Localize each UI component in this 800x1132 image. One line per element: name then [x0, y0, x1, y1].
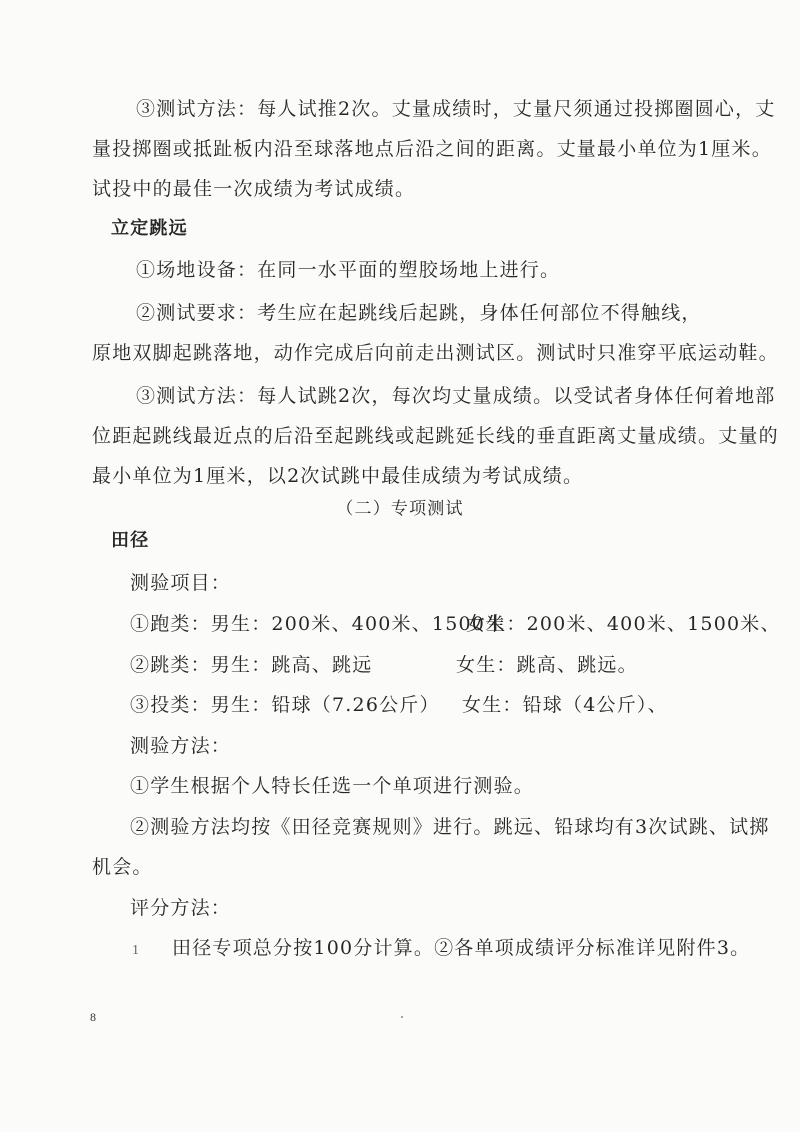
paragraph-line: 机会。: [92, 856, 153, 878]
paragraph-line: 原地双脚起跳落地，动作完成后向前走出测试区。测试时只准穿平底运动鞋。: [92, 342, 779, 364]
paragraph-line: 最小单位为1厘米，以2次试跳中最佳成绩为考试成绩。: [92, 465, 584, 487]
paragraph-line: ③测试方法：每人试跳2次，每次均丈量成绩。以受试者身体任何着地部: [136, 385, 776, 407]
scan-dot: [401, 1016, 403, 1018]
section-heading: 立定跳远: [111, 218, 188, 239]
subsection-title: （二）专项测试: [336, 499, 464, 519]
list-number: 1: [132, 943, 141, 958]
paragraph-line: 位距起跳线最近点的后沿至起跳线或起跳延长线的垂直距离丈量成绩。丈量的: [92, 425, 779, 447]
paragraph-line: 试投中的最佳一次成绩为考试成绩。: [92, 178, 416, 200]
event-list-male: ③投类：男生：铅球（7.26公斤）: [130, 694, 440, 716]
paragraph-line: ①学生根据个人特长任选一个单项进行测验。: [130, 775, 535, 797]
paragraph-line: ①场地设备：在同一水平面的塑胶场地上进行。: [136, 259, 561, 281]
list-marker: [132, 935, 172, 964]
event-list-male: ①跑类：男生：200米、400米、1500米: [130, 613, 506, 635]
paragraph-line: 田径专项总分按100分计算。②各单项成绩评分标准详见附件3。: [172, 937, 751, 959]
event-list-female: 女生：200米、400米、1500米、: [466, 613, 781, 635]
paragraph-line: 评分方法：: [130, 897, 232, 919]
paragraph-line: ③测试方法：每人试推2次。丈量成绩时，丈量尺须通过投掷圈圆心，丈: [136, 98, 776, 120]
section-heading: 田径: [111, 530, 150, 551]
paragraph-line: 测验方法：: [130, 735, 232, 757]
event-list-male: ②跳类：男生：跳高、跳远: [130, 654, 373, 676]
paragraph-line: 测验项目：: [130, 572, 232, 594]
paragraph-line: ②测试要求：考生应在起跳线后起跳，身体任何部位不得触线，: [136, 302, 702, 324]
page-number: 8: [90, 1010, 96, 1024]
event-list-female: 女生：跳高、跳远。: [456, 654, 638, 676]
paragraph-line: ②测验方法均按《田径竞赛规则》进行。跳远、铅球均有3次试跳、试掷: [130, 816, 770, 838]
paragraph-line: 量投掷圈或抵趾板内沿至球落地点后沿之间的距离。丈量最小单位为1厘米。: [92, 138, 772, 160]
event-list-female: 女生：铅球（4公斤）、: [462, 694, 668, 716]
